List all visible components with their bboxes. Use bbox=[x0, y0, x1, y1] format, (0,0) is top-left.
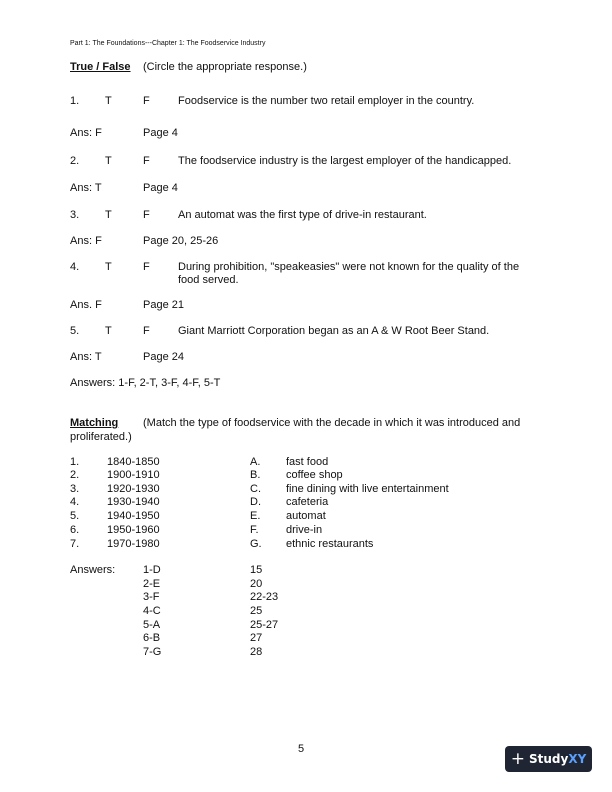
answer-pair: 5-A bbox=[143, 619, 161, 631]
question-number: 1. bbox=[70, 95, 80, 107]
studyxy-logo[interactable] bbox=[505, 746, 592, 772]
decade-number: 1. bbox=[70, 456, 80, 468]
question-text: Foodservice is the number two retail employer in the country. bbox=[178, 95, 475, 107]
false-option: F bbox=[143, 261, 150, 273]
type-letter: C. bbox=[250, 483, 261, 495]
plus-icon: + bbox=[510, 748, 525, 769]
question-text: During prohibition, "speakeasies" were not known for the quality of the bbox=[178, 261, 520, 273]
decade-value: 1900-1910 bbox=[107, 469, 160, 481]
decade-number: 6. bbox=[70, 524, 80, 536]
question-number: 3. bbox=[70, 209, 80, 221]
answer-page: Page 20, 25-26 bbox=[143, 235, 219, 247]
answer-page: 25-27 bbox=[250, 619, 279, 631]
type-letter: D. bbox=[250, 496, 261, 508]
type-letter: B. bbox=[250, 469, 261, 481]
answer-pair: 4-C bbox=[143, 605, 161, 617]
question-number: 5. bbox=[70, 325, 80, 337]
decade-number: 4. bbox=[70, 496, 80, 508]
type-letter: G. bbox=[250, 538, 262, 550]
brand-name-part2: XY bbox=[568, 751, 587, 766]
answer-page: 28 bbox=[250, 646, 263, 658]
matching-title: Matching bbox=[70, 417, 119, 429]
decade-value: 1940-1950 bbox=[107, 510, 160, 522]
answer-pair: 6-B bbox=[143, 632, 161, 644]
answer-page: 15 bbox=[250, 564, 263, 576]
answer-page: Page 4 bbox=[143, 127, 178, 139]
answer-pair: 7-G bbox=[143, 646, 162, 658]
answer-page: Page 21 bbox=[143, 299, 184, 311]
decade-number: 3. bbox=[70, 483, 80, 495]
true-option: T bbox=[105, 95, 112, 107]
type-value: ethnic restaurants bbox=[286, 538, 374, 550]
answer-page: 22-23 bbox=[250, 591, 279, 603]
true-option: T bbox=[105, 261, 112, 273]
type-letter: F. bbox=[250, 524, 259, 536]
false-option: F bbox=[143, 209, 150, 221]
type-value: fine dining with live entertainment bbox=[286, 483, 449, 495]
decade-value: 1930-1940 bbox=[107, 496, 160, 508]
true-option: T bbox=[105, 155, 112, 167]
question-text: Giant Marriott Corporation began as an A & W Root Beer Stand. bbox=[178, 325, 490, 337]
running-header: Part 1: The Foundations---Chapter 1: The Foodservice Industry bbox=[70, 40, 266, 47]
question-number: 4. bbox=[70, 261, 80, 273]
answer-label: Ans: F bbox=[70, 127, 102, 139]
true-false-instruction: (Circle the appropriate response.) bbox=[143, 61, 307, 73]
false-option: F bbox=[143, 155, 150, 167]
answer-page: 25 bbox=[250, 605, 263, 617]
brand-name-part1: Study bbox=[528, 751, 569, 766]
decade-number: 7. bbox=[70, 538, 80, 550]
false-option: F bbox=[143, 95, 150, 107]
false-option: F bbox=[143, 325, 150, 337]
decade-number: 5. bbox=[70, 510, 80, 522]
answer-pair: 2-E bbox=[143, 578, 161, 590]
matching-answers-label: Answers: bbox=[70, 564, 116, 576]
question-text: The foodservice industry is the largest employer of the handicapped. bbox=[178, 155, 512, 167]
answer-label: Ans: T bbox=[70, 351, 102, 363]
true-false-title: True / False bbox=[70, 61, 131, 73]
true-option: T bbox=[105, 325, 112, 337]
type-letter: A. bbox=[250, 456, 261, 468]
decade-value: 1950-1960 bbox=[107, 524, 160, 536]
answer-page: Page 4 bbox=[143, 182, 178, 194]
answer-label: Ans: T bbox=[70, 182, 102, 194]
decade-value: 1920-1930 bbox=[107, 483, 160, 495]
matching-instruction-continued: proliferated.) bbox=[70, 431, 132, 443]
true-false-answers-summary: Answers: 1-F, 2-T, 3-F, 4-F, 5-T bbox=[70, 377, 221, 389]
question-number: 2. bbox=[70, 155, 80, 167]
answer-page: Page 24 bbox=[143, 351, 184, 363]
type-value: coffee shop bbox=[286, 469, 343, 481]
answer-page: 27 bbox=[250, 632, 263, 644]
type-letter: E. bbox=[250, 510, 261, 522]
type-value: fast food bbox=[286, 456, 329, 468]
answer-label: Ans: F bbox=[70, 235, 102, 247]
decade-number: 2. bbox=[70, 469, 80, 481]
answer-pair: 3-F bbox=[143, 591, 160, 603]
true-option: T bbox=[105, 209, 112, 221]
matching-instruction: (Match the type of foodservice with the decade in which it was introduced and bbox=[143, 417, 521, 429]
type-value: automat bbox=[286, 510, 326, 522]
question-text: An automat was the first type of drive-in restaurant. bbox=[178, 209, 427, 221]
type-value: drive-in bbox=[286, 524, 323, 536]
decade-value: 1840-1850 bbox=[107, 456, 160, 468]
page-number: 5 bbox=[298, 743, 305, 755]
question-text-continued: food served. bbox=[178, 274, 239, 286]
answer-page: 20 bbox=[250, 578, 263, 590]
answer-pair: 1-D bbox=[143, 564, 161, 576]
type-value: cafeteria bbox=[286, 496, 329, 508]
answer-label: Ans. F bbox=[70, 299, 102, 311]
decade-value: 1970-1980 bbox=[107, 538, 160, 550]
